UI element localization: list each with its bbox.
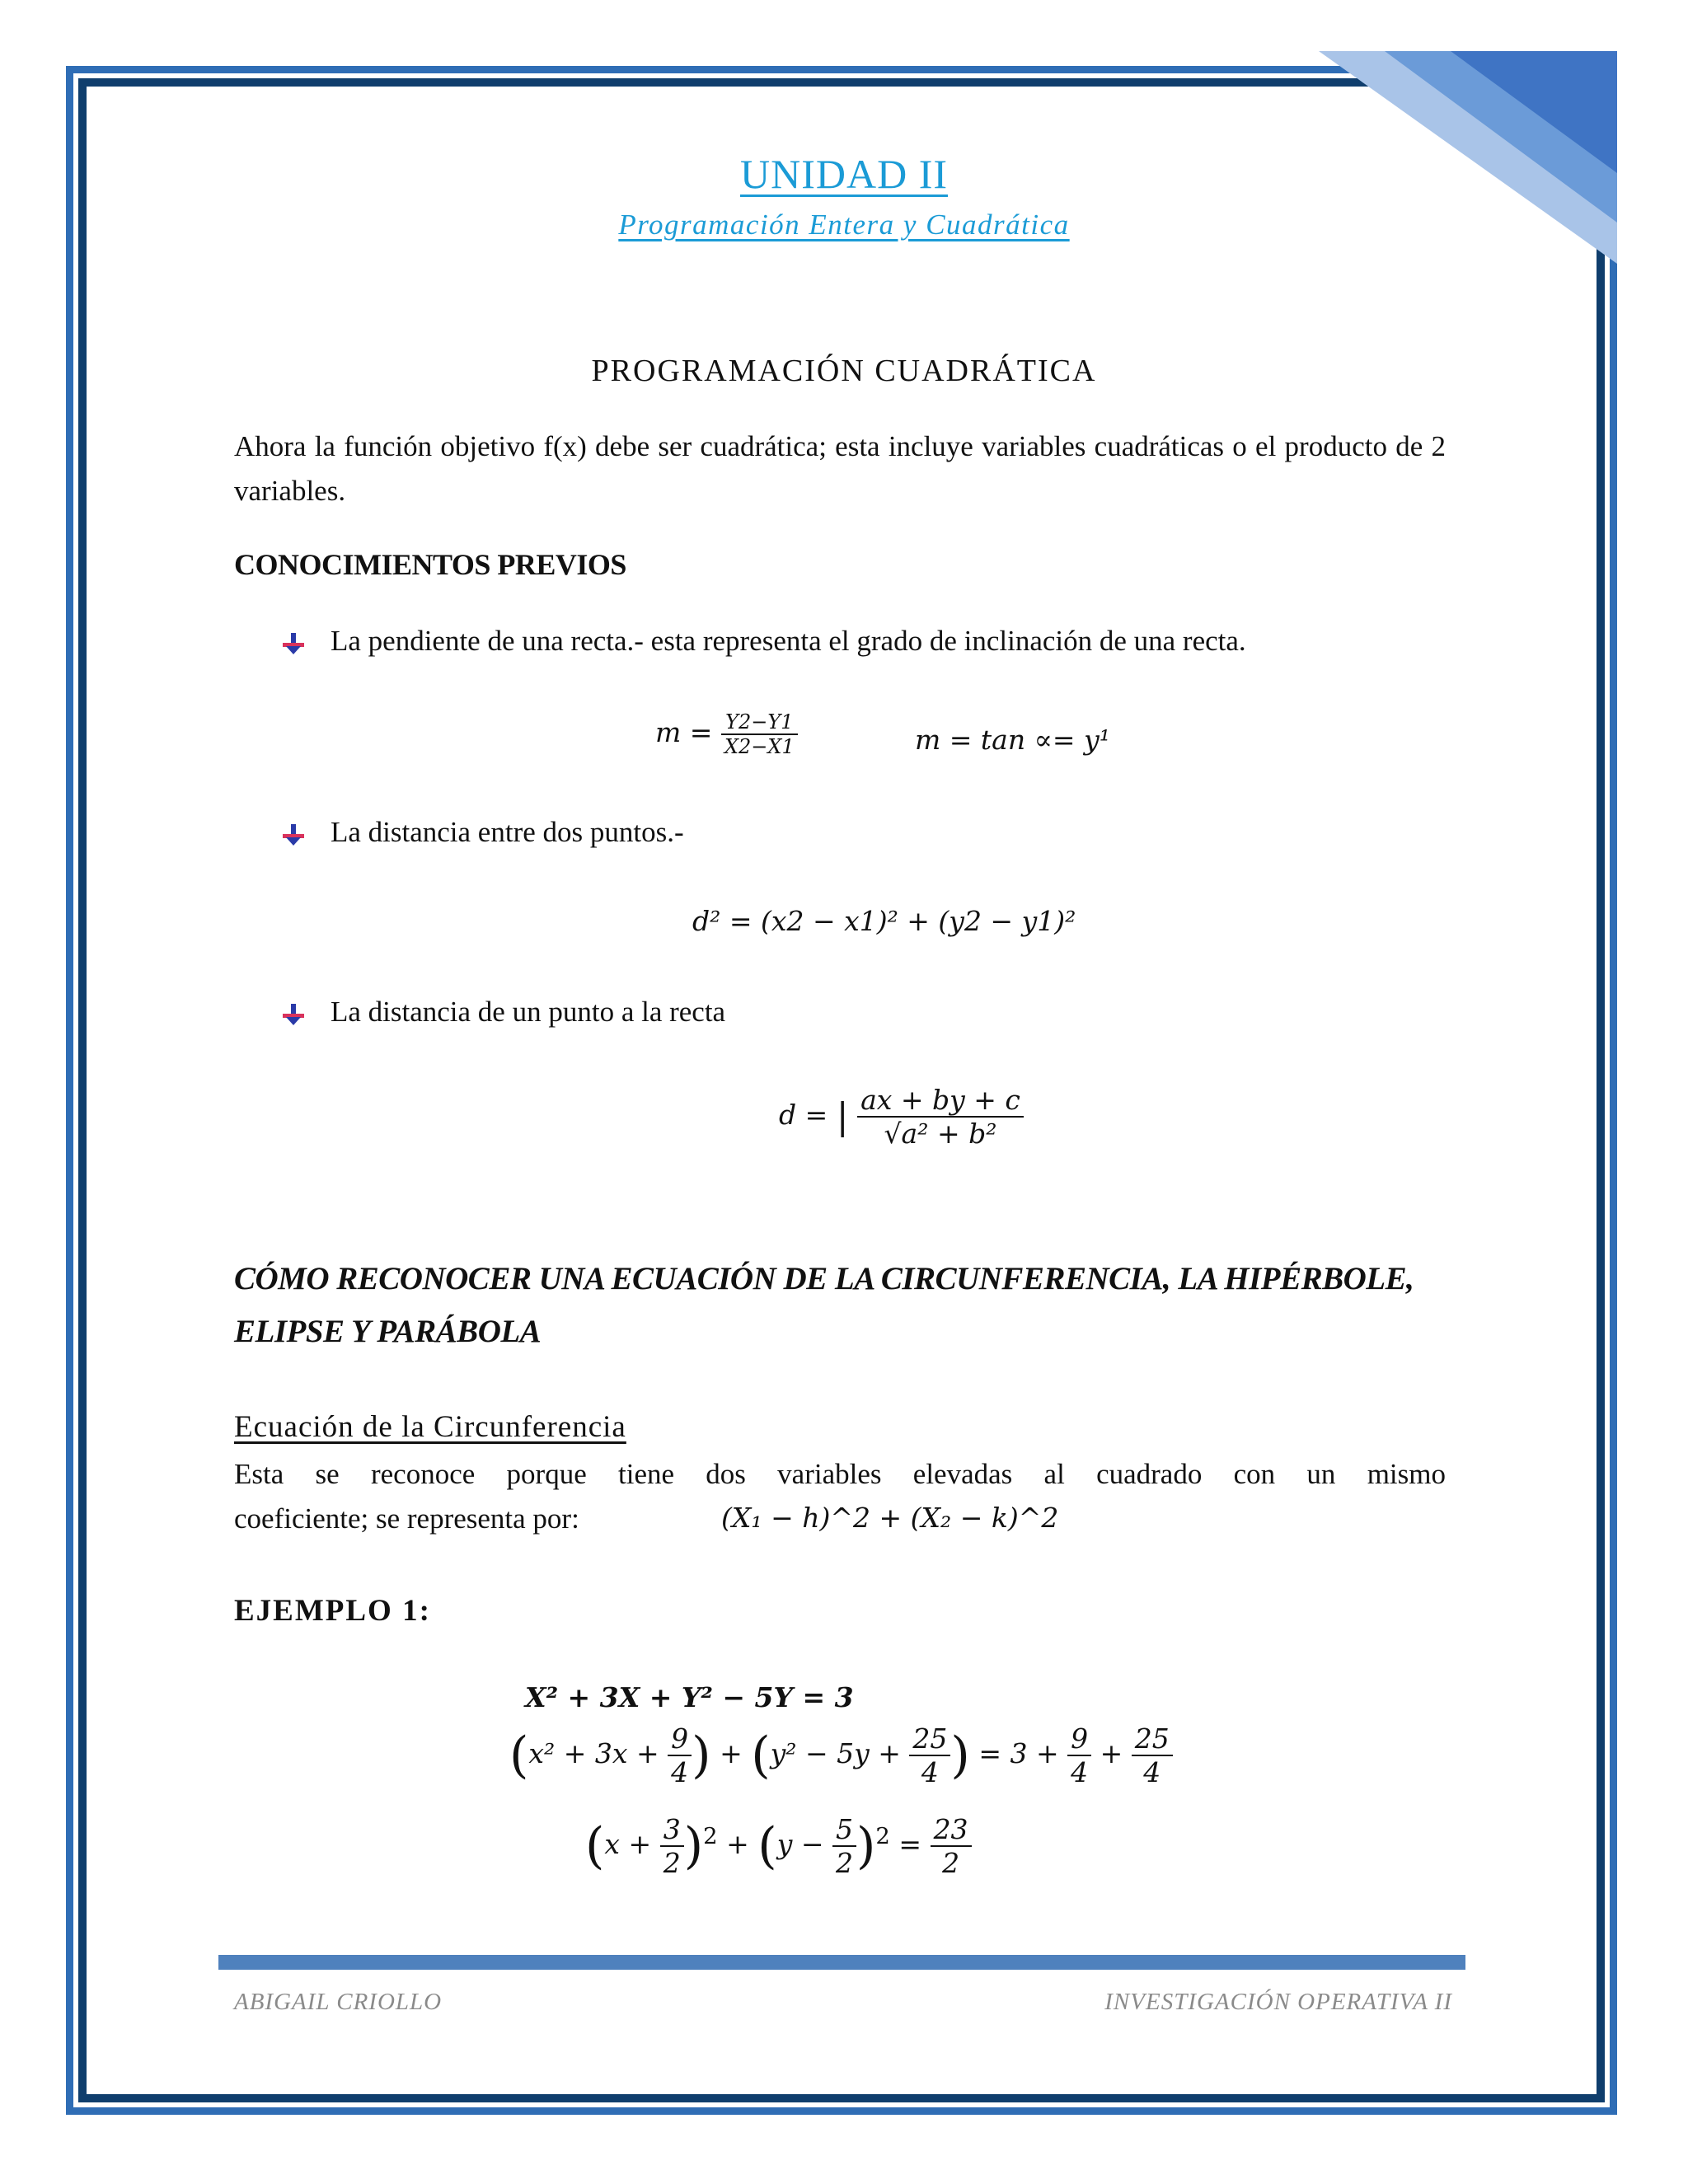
fraction	[668, 1722, 692, 1788]
paren-open: (	[585, 1817, 605, 1875]
fraction	[931, 1813, 972, 1879]
fraction-denominator: √a² + b²	[884, 1118, 997, 1150]
bullet-arrow-icon	[281, 823, 306, 847]
footer-bar	[218, 1955, 1465, 1970]
fraction-numerator: 23	[931, 1813, 972, 1847]
formula-slope-lhs: m =	[655, 716, 713, 748]
fraction-denominator: 2	[835, 1847, 853, 1879]
fraction-denominator: 4	[921, 1756, 939, 1788]
bullet-text: La distancia entre dos puntos.-	[331, 816, 684, 848]
term: +	[720, 1737, 743, 1769]
fraction-denominator: 4	[671, 1756, 689, 1788]
bullet-text: La distancia de un punto a la recta	[331, 996, 726, 1028]
fraction-numerator: 9	[668, 1722, 692, 1756]
exponent-two: 2	[703, 1823, 718, 1849]
term: +	[1100, 1737, 1123, 1769]
fraction-numerator: 3	[660, 1813, 684, 1847]
formula-slope-fraction	[721, 710, 798, 758]
footer-course: INVESTIGACIÓN OPERATIVA II	[1104, 1989, 1452, 2015]
conocimientos-heading: CONOCIMIENTOS PREVIOS	[234, 548, 626, 581]
ejemplo-equation-2	[509, 1722, 1173, 1788]
fraction-denominator: 2	[663, 1847, 681, 1879]
abs-bar-icon: |	[836, 1095, 849, 1138]
bullet-item-point-line	[285, 996, 725, 1029]
fraction-numerator: ax + by + c	[857, 1084, 1024, 1118]
fraction	[1132, 1722, 1173, 1788]
fraction-denominator: 4	[1143, 1756, 1161, 1788]
circunferencia-formula: (X₁ − h)^2 + (X₂ − k)^2	[721, 1502, 1059, 1534]
fraction-numerator: 25	[909, 1722, 950, 1756]
paren-close: )	[950, 1727, 970, 1784]
term: =	[898, 1828, 922, 1860]
bullet-item-distance	[285, 816, 684, 849]
paren-close: )	[683, 1817, 704, 1875]
fraction	[660, 1813, 684, 1879]
formula-point-line	[779, 1084, 1024, 1150]
paren-open: (	[757, 1817, 777, 1875]
fraction-denominator: X2−X1	[724, 735, 795, 758]
como-heading: CÓMO RECONOCER UNA ECUACIÓN DE LA CIRCUNFERENCIA, LA HIPÉRBOLE, ELIPSE Y PARÁBOLA	[234, 1261, 1414, 1349]
term: x +	[604, 1828, 652, 1860]
fraction-numerator: 9	[1067, 1722, 1091, 1756]
exponent-two: 2	[875, 1823, 890, 1849]
term: = 3 +	[978, 1737, 1059, 1769]
circunferencia-title: Ecuación de la Circunferencia	[234, 1410, 626, 1444]
bullet-item-slope	[285, 625, 1246, 658]
fraction	[832, 1813, 856, 1879]
paren-close: )	[856, 1817, 876, 1875]
unit-title: UNIDAD II	[740, 151, 948, 197]
fraction-numerator: 25	[1132, 1722, 1173, 1756]
term: y −	[776, 1828, 824, 1860]
paren-close: )	[692, 1727, 711, 1784]
term: +	[726, 1828, 749, 1860]
section-title: PROGRAMACIÓN CUADRÁTICA	[591, 354, 1097, 388]
term: x² + 3x +	[528, 1737, 659, 1769]
unit-subtitle: Programación Entera y Cuadrática	[618, 209, 1070, 241]
formula-point-line-lhs: d =	[779, 1099, 828, 1131]
fraction-numerator: 5	[832, 1813, 856, 1847]
intro-paragraph: Ahora la función objetivo f(x) debe ser cuadrática; esta incluye variables cuadráticas o el producto de 2 variables.	[234, 430, 1446, 507]
formula-tan: m = tan ∝= y¹	[915, 724, 1110, 756]
formula-distance: d² = (x2 − x1)² + (y2 − y1)²	[692, 905, 1076, 937]
ejemplo-equation-1: X² + 3X + Y² − 5Y = 3	[525, 1681, 854, 1713]
term: y² − 5y +	[770, 1737, 901, 1769]
fraction-denominator: 2	[942, 1847, 960, 1879]
fraction-denominator: 4	[1071, 1756, 1089, 1788]
formula-slope	[655, 710, 798, 758]
paren-open: (	[751, 1727, 771, 1784]
fraction	[1067, 1722, 1091, 1788]
ejemplo-equation-3	[585, 1813, 972, 1879]
fraction-numerator: Y2−Y1	[721, 710, 798, 735]
fraction	[909, 1722, 950, 1788]
bullet-text: La pendiente de una recta.- esta representa el grado de inclinación de una recta.	[331, 625, 1246, 657]
bullet-arrow-icon	[281, 631, 306, 656]
bullet-arrow-icon	[281, 1002, 306, 1027]
ejemplo-title: EJEMPLO 1:	[234, 1594, 431, 1628]
formula-point-line-fraction	[857, 1084, 1024, 1150]
paren-open: (	[509, 1727, 529, 1784]
footer-author: ABIGAIL CRIOLLO	[234, 1989, 443, 2015]
circunferencia-text-line1: Esta se reconoce porque tiene dos variables elevadas al cuadrado con un mismo	[234, 1458, 1446, 1490]
circunferencia-text-line2: coeficiente; se representa por:	[234, 1502, 579, 1535]
